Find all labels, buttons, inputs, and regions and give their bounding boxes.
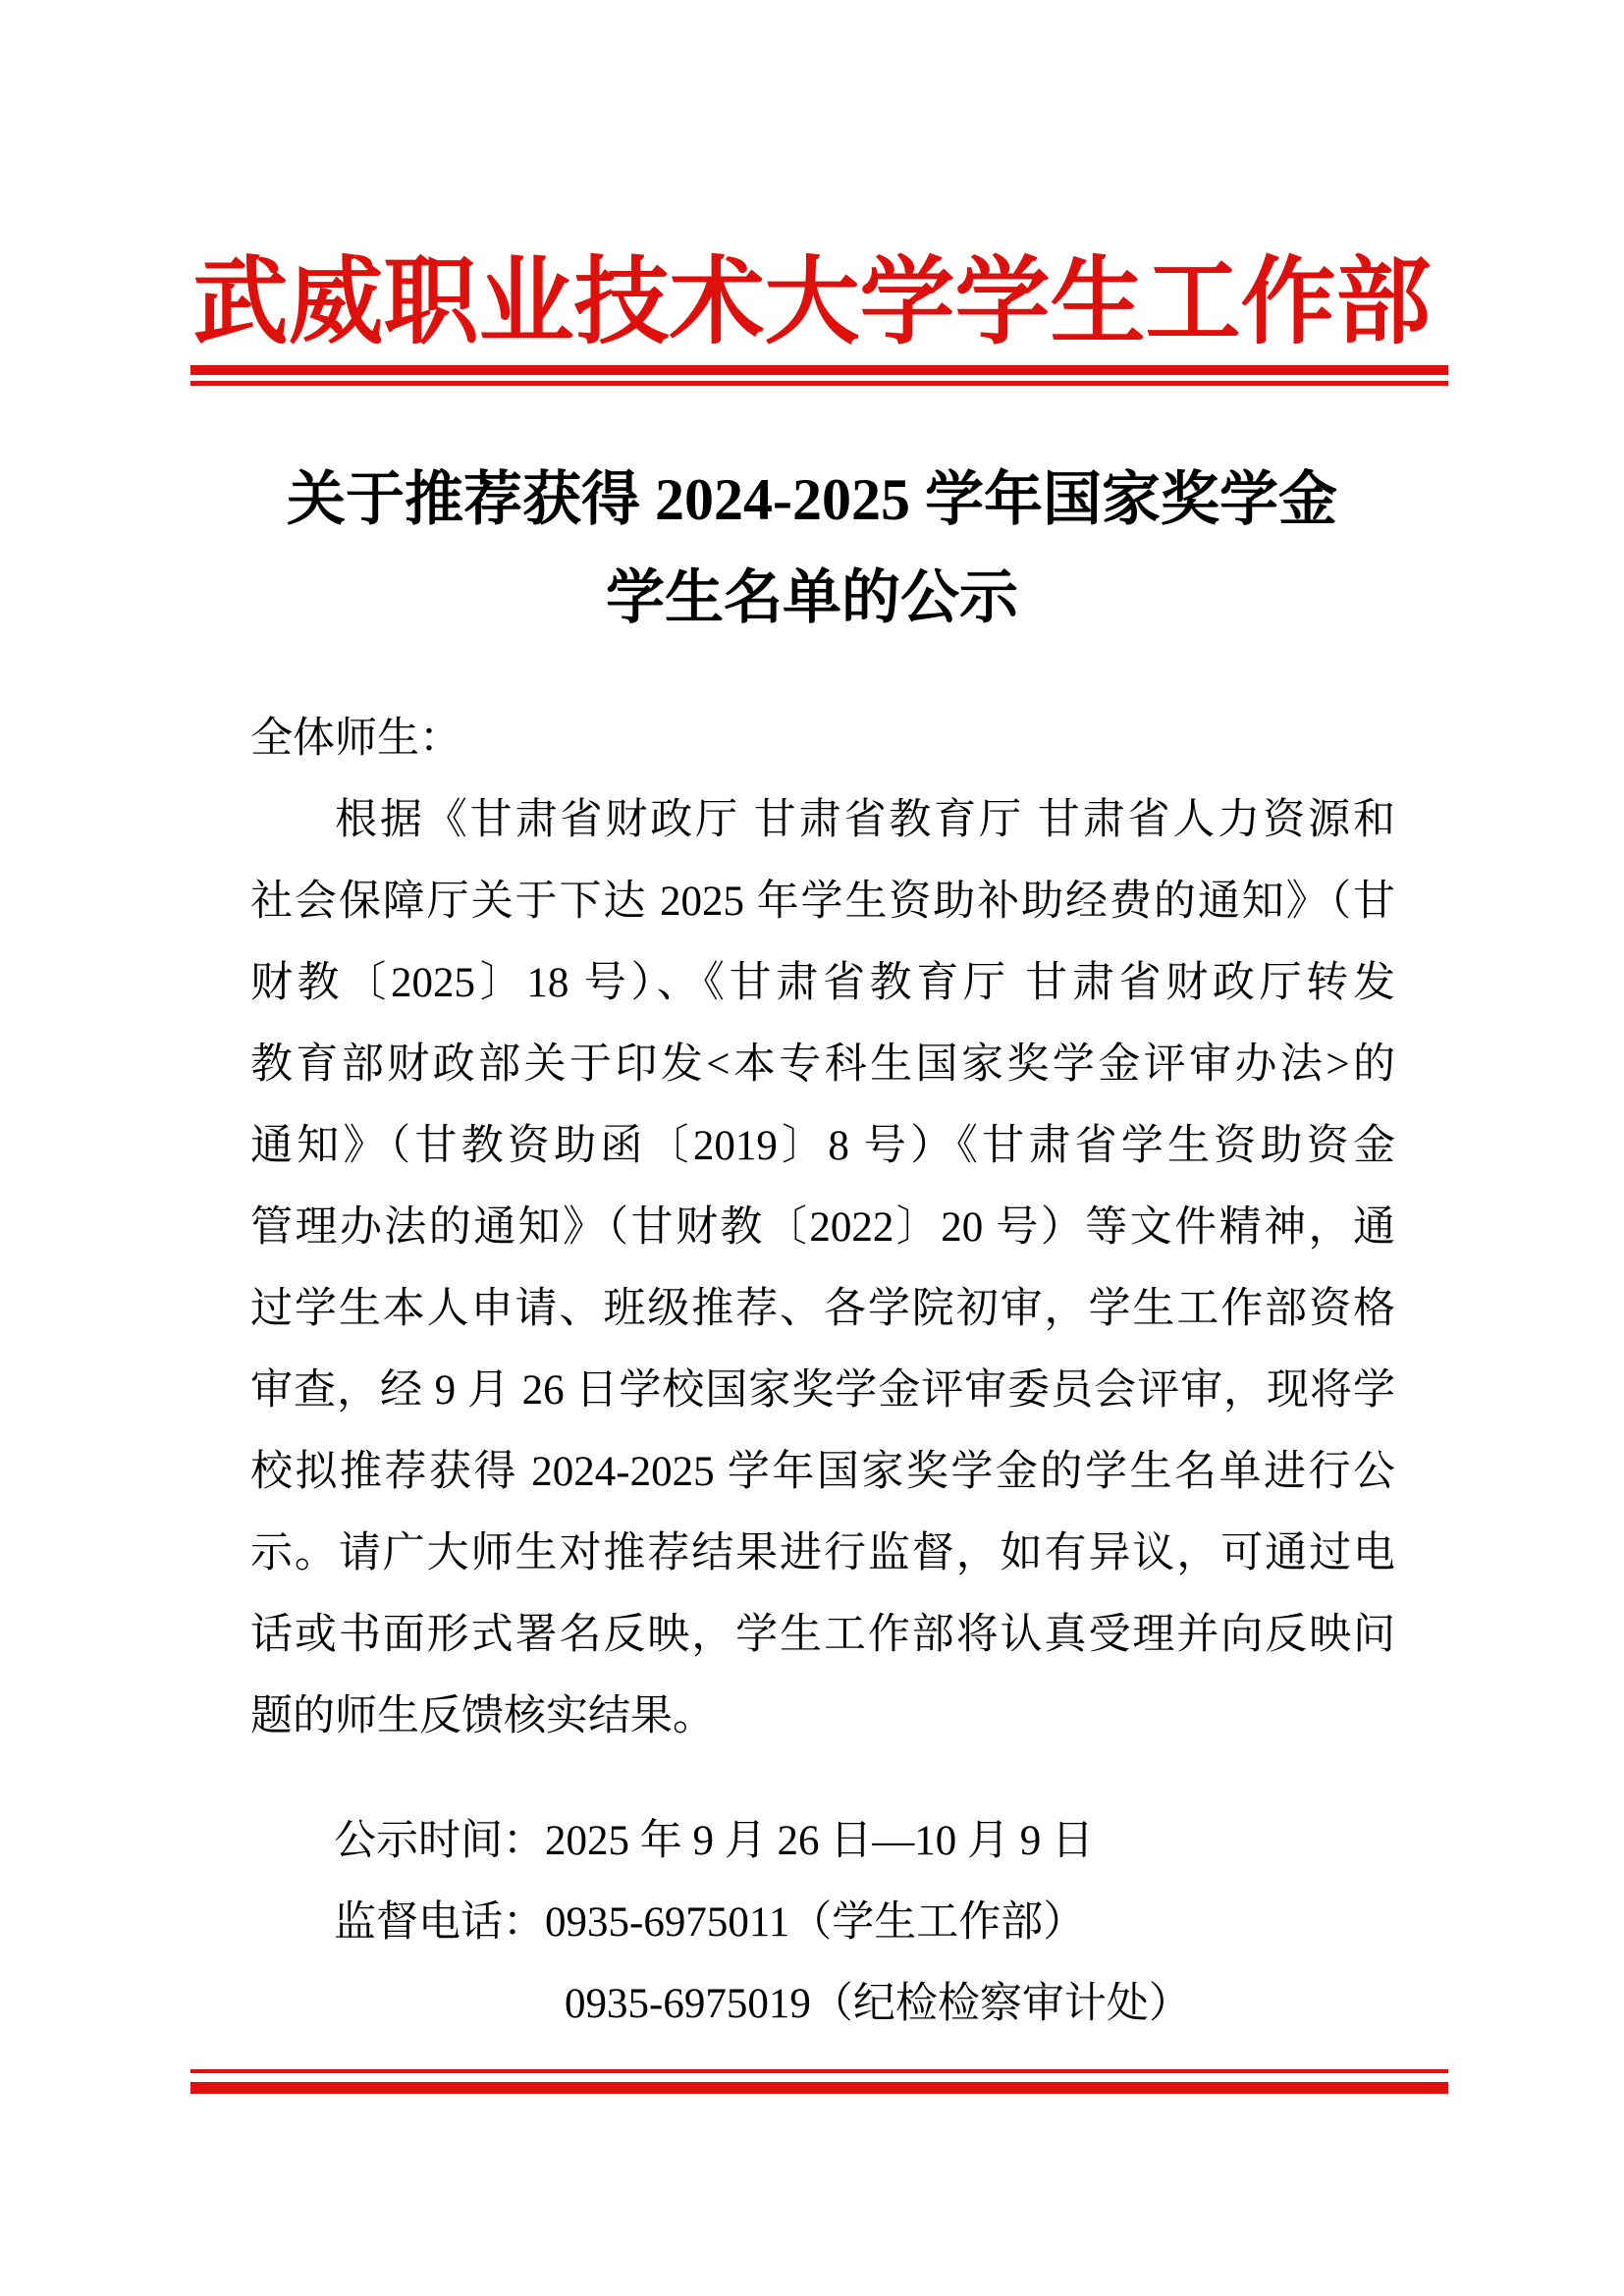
paragraph-line: 教育部财政部关于印发<本专科生国家奖学金评审办法>的	[250, 1041, 1395, 1088]
supervision-phone-line-1: 监督电话：0935-6975011（学生工作部）	[334, 1899, 1086, 1946]
paragraph-line: 根据《甘肃省财政厅 甘肃省教育厅 甘肃省人力资源和	[335, 797, 1395, 843]
notice-title-line-1: 关于推荐获得 2024-2025 学年国家奖学金	[287, 467, 1337, 532]
header-rule-thick	[190, 365, 1448, 375]
notice-title	[0, 451, 1624, 647]
contact-info-block	[250, 1800, 1395, 2045]
paragraph-line: 通知》（甘教资助函〔2019〕8 号）《甘肃省学生资助资金	[250, 1123, 1395, 1169]
paragraph-line: 审查，经 9 月 26 日学校国家奖学金评审委员会评审，现将学	[250, 1367, 1395, 1414]
paragraph-line: 示。请广大师生对推荐结果进行监督，如有异议，可通过电	[250, 1530, 1395, 1576]
paragraph-line: 话或书面形式署名反映，学生工作部将认真受理并向反映问	[250, 1612, 1395, 1658]
department-masthead-title: 武威职业技术大学学生工作部	[192, 250, 1432, 355]
paragraph-line: 财教〔2025〕18 号）、《甘肃省教育厅 甘肃省财政厅转发	[250, 960, 1395, 1006]
supervision-phone-line-2: 0935-6975019（纪检检察审计处）	[565, 1981, 1191, 2027]
paragraph-line: 题的师生反馈核实结果。	[250, 1693, 715, 1739]
notice-body	[0, 451, 1624, 2045]
notice-text-block	[250, 698, 1395, 2045]
paragraph-line: 过学生本人申请、班级推荐、各学院初审，学生工作部资格	[250, 1286, 1395, 1332]
header-rule-thin	[190, 381, 1448, 386]
red-masthead	[0, 250, 1624, 386]
paragraph-line: 管理办法的通知》（甘财教〔2022〕20 号）等文件精神，通	[250, 1204, 1395, 1251]
publicity-time-line: 公示时间：2025 年 9 月 26 日—10 月 9 日	[334, 1818, 1094, 1864]
footer-rule-thick	[190, 2082, 1448, 2094]
paragraph-line: 校拟推荐获得 2024-2025 学年国家奖学金的学生名单进行公	[250, 1449, 1395, 1495]
red-footer-rules	[0, 2069, 1624, 2094]
notice-title-line-2: 学生名单的公示	[606, 565, 1018, 630]
salutation: 全体师生：	[250, 716, 461, 762]
paragraph-line: 社会保障厅关于下达 2025 年学生资助补助经费的通知》（甘	[250, 879, 1395, 925]
footer-rule-thin	[190, 2069, 1448, 2073]
